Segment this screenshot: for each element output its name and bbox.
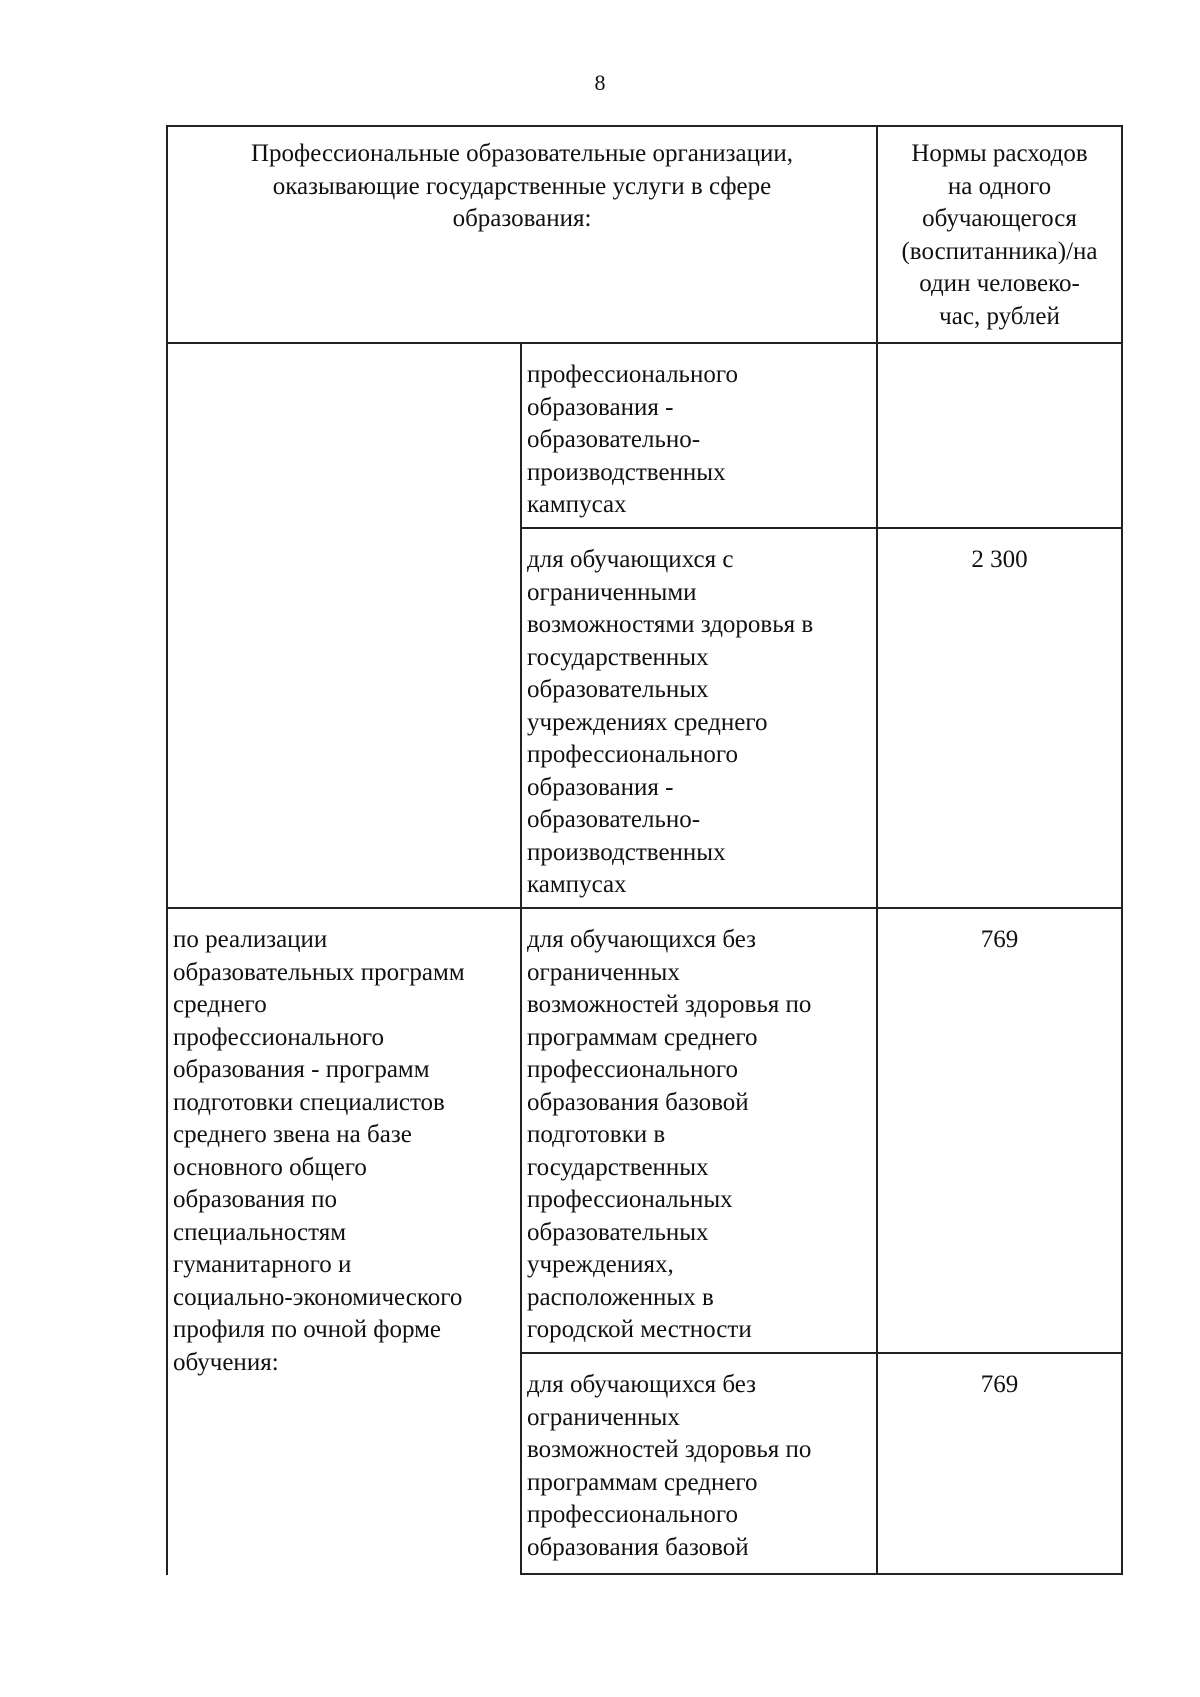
row-divider — [520, 1352, 1123, 1354]
column-divider — [520, 342, 522, 1575]
norms-table — [166, 125, 1123, 1575]
table-border-top — [166, 125, 1123, 127]
table-border-bottom — [520, 1573, 1123, 1575]
row-divider — [520, 527, 1123, 529]
table-row-subcategory: для обучающихся без ограниченных возможностей здоровья по программам среднего профессионального образования базовой — [527, 1371, 812, 1561]
header-bottom-rule — [166, 342, 1123, 344]
table-row-value: 769 — [980, 1371, 1019, 1398]
table-row-value: 769 — [980, 926, 1019, 953]
row-divider — [166, 907, 1123, 909]
page-number: 8 — [594, 70, 606, 95]
table-row-subcategory: профессионального образования - образовательно- производственных кампусах — [527, 361, 738, 518]
table-row-subcategory: для обучающихся с ограниченными возможностями здоровья в государственных образовательных учреждениях среднего профессионального образования - образовательно- производственных кампусах — [527, 546, 814, 898]
table-row-subcategory: для обучающихся без ограниченных возможностей здоровья по программам среднего профессионального образования базовой подготовки в государственных профессиональных образовательных учреждениях, расположенных в городской местности — [527, 926, 812, 1343]
table-border-left — [166, 125, 168, 1575]
table-border-right — [1121, 125, 1123, 1575]
table-row-category: по реализации образовательных программ среднего профессионального образования - программ подготовки специалистов среднего звена на базе основного общего образования по специальностям гуманитарного и социально-экономического профиля по очной форме обучения: — [173, 926, 465, 1376]
header-norms: Нормы расходов на одного обучающегося (воспитанника)/на один человеко- час, рублей — [901, 140, 1098, 330]
column-divider — [876, 125, 878, 1575]
header-organizations: Профессиональные образовательные организации, оказывающие государственные услуги в сфере образования: — [251, 140, 793, 232]
table-row-value: 2 300 — [971, 546, 1028, 573]
